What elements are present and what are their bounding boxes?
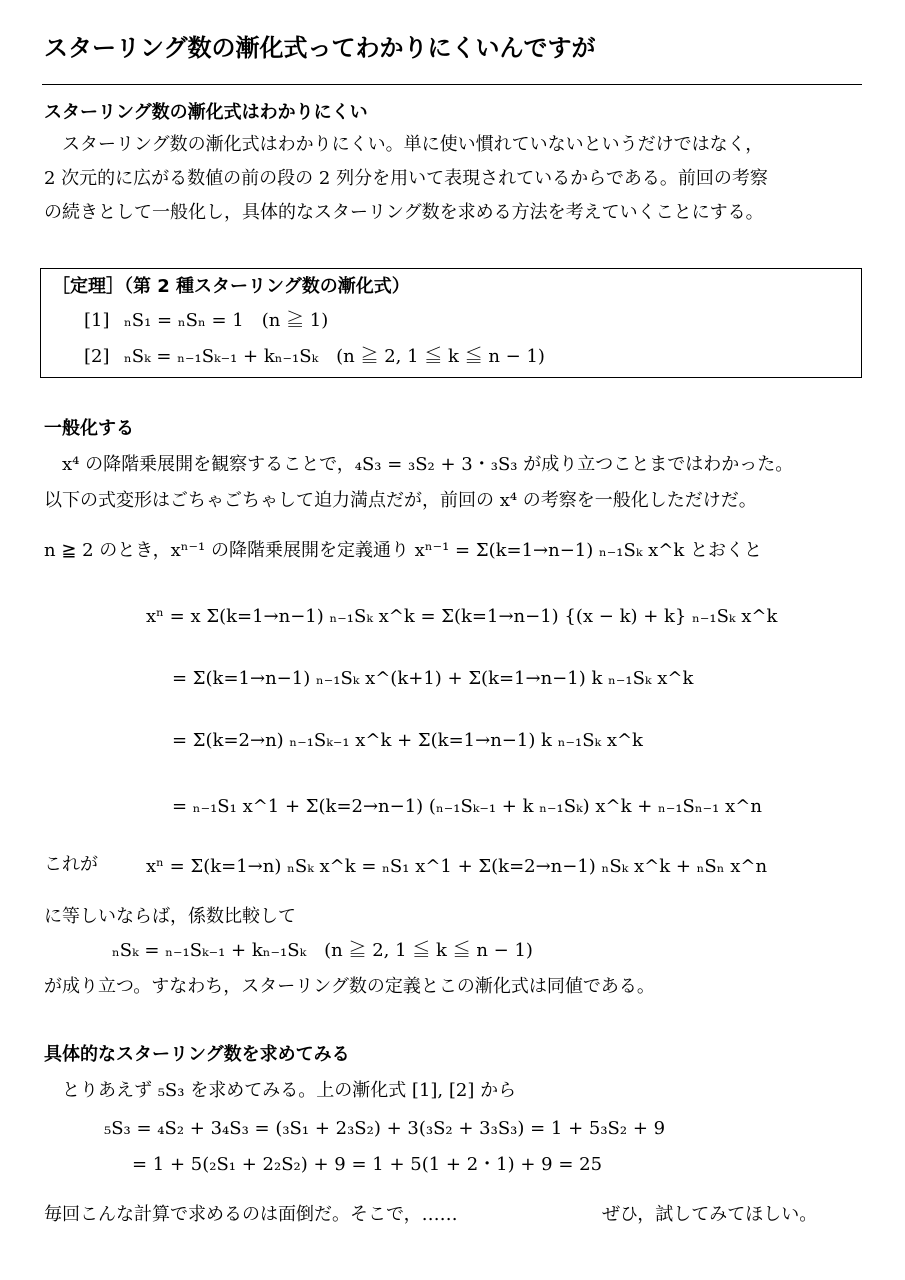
section1-line-1: スターリング数の漸化式はわかりにくい。単に使い慣れていないというだけではなく， [62,134,764,155]
page-title: スターリング数の漸化式ってわかりにくいんですが [44,34,596,62]
section3-line-1: とりあえず ₅S₃ を求めてみる。上の漸化式 [1], [2] から [62,1080,517,1101]
section1-line-3: の続きとして一般化し，具体的なスターリング数を求める方法を考えていくことにする。 [44,202,764,223]
section-heading-3: 具体的なスターリング数を求めてみる [44,1044,350,1065]
example-eq-2: = 1 + 5(₂S₁ + 2₂S₂) + 9 = 1 + 5(1 + 2・1) + 9 = 25 [132,1154,603,1175]
section2-conclusion: が成り立つ。すなわち，スターリング数の定義とこの漸化式は同値である。 [44,976,655,997]
section1-line-2: 2 次元的に広がる数値の前の段の 2 列分を用いて表現されているからである。前回の考察 [44,168,768,189]
derivation-eq-6: ₙSₖ = ₙ₋₁Sₖ₋₁ + kₙ₋₁Sₖ (n ≧ 2, 1 ≦ k ≦ n − 1) [112,940,533,961]
theorem-item-1-label: [1] [84,310,110,331]
theorem-item-1-formula: ₙS₁ = ₙSₙ = 1 (n ≧ 1) [124,310,329,331]
footer-right-text: ぜひ，試してみてほしい。 [602,1204,818,1225]
derivation-eq-1: xⁿ = x Σ(k=1→n−1) ₙ₋₁Sₖ x^k = Σ(k=1→n−1) {(x − k) + k} ₙ₋₁Sₖ x^k [146,606,778,627]
section2-line-3: n ≧ 2 のとき，xⁿ⁻¹ の降階乗展開を定義通り xⁿ⁻¹ = Σ(k=1→n−1) ₙ₋₁Sₖ x^k とおくと [44,540,762,561]
derivation-eq-4: = ₙ₋₁S₁ x^1 + Σ(k=2→n−1) (ₙ₋₁Sₖ₋₁ + k ₙ₋₁Sₖ) x^k + ₙ₋₁Sₙ₋₁ x^n [172,796,762,817]
theorem-item-2-label: [2] [84,346,110,367]
theorem-heading: ［定理］（第 2 種スターリング数の漸化式） [52,276,410,297]
theorem-item-2-formula: ₙSₖ = ₙ₋₁Sₖ₋₁ + kₙ₋₁Sₖ (n ≧ 2, 1 ≦ k ≦ n − 1) [124,346,545,367]
derivation-eq-5: xⁿ = Σ(k=1→n) ₙSₖ x^k = ₙS₁ x^1 + Σ(k=2→n−1) ₙSₖ x^k + ₙSₙ x^n [146,856,768,877]
kore-ga-label: これが [44,854,98,875]
section2-line-2: 以下の式変形はごちゃごちゃして迫力満点だが，前回の x⁴ の考察を一般化しただけだ。 [44,490,757,511]
section-heading-1: スターリング数の漸化式はわかりにくい [44,102,368,123]
section2-line-equal: に等しいならば，係数比較して [44,906,296,927]
section-heading-2: 一般化する [44,418,134,439]
derivation-eq-3: = Σ(k=2→n) ₙ₋₁Sₖ₋₁ x^k + Σ(k=1→n−1) k ₙ₋₁Sₖ x^k [172,730,643,751]
derivation-eq-2: = Σ(k=1→n−1) ₙ₋₁Sₖ x^(k+1) + Σ(k=1→n−1) k ₙ₋₁Sₖ x^k [172,668,694,689]
footer-left-text: 毎回こんな計算で求めるのは面倒だ。そこで，…… [44,1204,458,1225]
section2-line-1: x⁴ の降階乗展開を観察することで，₄S₃ = ₃S₂ + 3・₃S₃ が成り立つことまではわかった。 [62,454,794,475]
example-eq-1: ₅S₃ = ₄S₂ + 3₄S₃ = (₃S₁ + 2₃S₂) + 3(₃S₂ + 3₃S₃) = 1 + 5₃S₂ + 9 [104,1118,666,1139]
title-divider [42,84,862,85]
